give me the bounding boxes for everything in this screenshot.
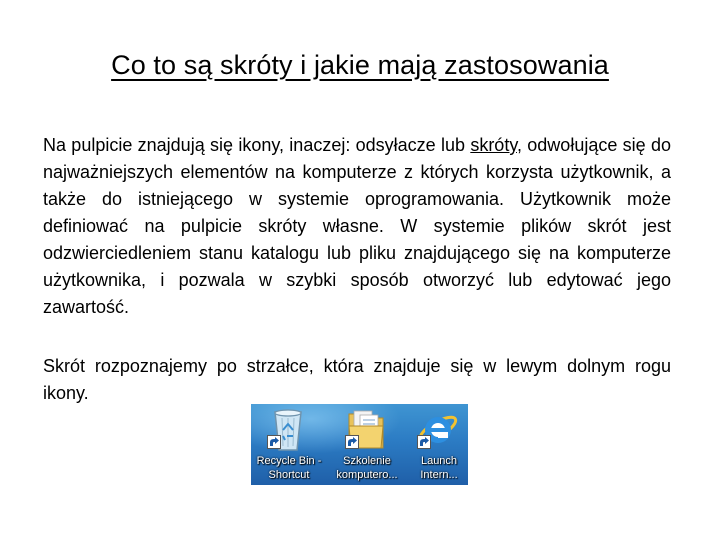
keyword-skroty: skróty bbox=[470, 135, 517, 155]
recycle-bin-shortcut[interactable] bbox=[253, 404, 325, 485]
desktop-icons-screenshot bbox=[251, 404, 468, 485]
icon-caption bbox=[331, 454, 403, 482]
icon-caption bbox=[403, 454, 468, 482]
caption-line: Intern... bbox=[420, 469, 458, 481]
szkolenie-folder-shortcut[interactable] bbox=[331, 404, 403, 485]
launch-internet-explorer-shortcut[interactable] bbox=[403, 404, 468, 485]
icon-caption bbox=[253, 454, 325, 482]
caption-line: Recycle Bin - bbox=[256, 455, 322, 467]
shortcut-arrow-icon bbox=[417, 435, 431, 449]
caption-line: Szkolenie bbox=[343, 455, 391, 467]
caption-line: Shortcut bbox=[268, 469, 310, 481]
shortcut-arrow-icon bbox=[267, 435, 281, 449]
caption-line: Launch bbox=[420, 455, 458, 467]
paragraph-shortcut-arrow: Skrót rozpoznajemy po strzałce, która znajduje się w lewym dolnym rogu ikony. bbox=[43, 356, 671, 403]
slide-title: Co to są skróty i jakie mają zastosowania bbox=[111, 50, 609, 80]
caption-line: komputero... bbox=[336, 469, 398, 481]
paragraph-shortcuts-definition bbox=[43, 132, 671, 321]
paragraph1-text-end: , odwołujące się do najważniejszych elementów na komputerze z których korzysta użytkownik, a także do istniejącego w systemie oprogramowania. Użytkownik może definiować na pulpicie skróty własne. W systemie plików skrót jest odzwierciedleniem stanu katalogu lub pliku znajdującego się na komputerze użytkownika, i pozwala w szybki sposób otworzyć lub edytować jego zawartość. bbox=[43, 135, 671, 317]
shortcut-arrow-icon bbox=[345, 435, 359, 449]
paragraph1-text-start: Na pulpicie znajdują się ikony, inaczej: odsyłacze lub bbox=[43, 135, 471, 155]
